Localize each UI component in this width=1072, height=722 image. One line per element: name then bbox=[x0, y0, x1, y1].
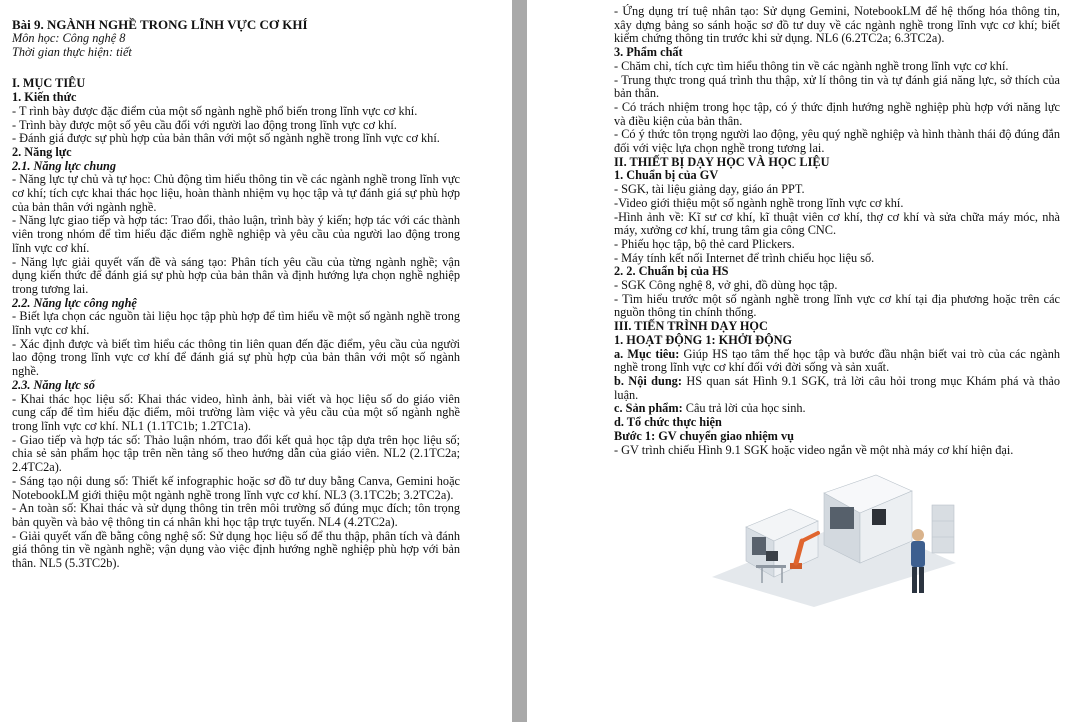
heading-knowledge: 1. Kiến thức bbox=[12, 90, 77, 105]
paragraph: - SGK Công nghệ 8, vở ghi, đồ dùng học tập. bbox=[614, 278, 838, 293]
shelf-unit bbox=[932, 505, 954, 553]
page-right-content bbox=[614, 5, 1060, 615]
heading-teacher-prep: 1. Chuẩn bị của GV bbox=[614, 168, 719, 183]
page-left-content bbox=[12, 17, 460, 571]
paragraph: -Hình ảnh về: Kĩ sư cơ khí, kĩ thuật viên cơ khí, thợ cơ khí và sửa chữa máy móc, nhà máy, xưởng cơ khí, trung tâm gia công CNC. bbox=[614, 209, 1060, 238]
goal-label: a. Mục tiêu: bbox=[614, 346, 680, 361]
paragraph: - Ứng dụng trí tuệ nhân tạo: Sử dụng Gemini, NotebookLM để hệ thống hóa thông tin, xây dựng bảng so sánh hoặc sơ đồ tư duy về các ngành nghề trong lĩnh vực cơ khí; biết kiểm chứng thông tin trước khi sử dụng. NL6 (6.2TC2a; 6.3TC2a). bbox=[614, 4, 1060, 46]
paragraph: - Trình bày được một số yêu cầu đối với người lao động trong lĩnh vực cơ khí. bbox=[12, 117, 397, 132]
lesson-title: Bài 9. NGÀNH NGHỀ TRONG LĨNH VỰC CƠ KHÍ bbox=[12, 17, 308, 32]
paragraph-content bbox=[614, 375, 1060, 402]
heading-competence: 2. Năng lực bbox=[12, 144, 72, 159]
paragraph-product bbox=[614, 402, 1060, 416]
paragraph: - Có ý thức tôn trọng người lao động, yêu quý nghề nghiệp và hình thành thái độ đúng đắn đối với việc lựa chọn nghề trong tương lai. bbox=[614, 127, 1060, 156]
heading-step-1: Bước 1: GV chuyển giao nhiệm vụ bbox=[614, 428, 794, 443]
paragraph: - Chăm chỉ, tích cực tìm hiểu thông tin về các ngành nghề trong lĩnh vực cơ khí. bbox=[614, 58, 1009, 73]
heading-digital-competence: 2.3. Năng lực số bbox=[12, 377, 95, 392]
paragraph: - Có trách nhiệm trong học tập, có ý thức định hướng nghề nghiệp phù hợp với năng lực và điều kiện của bản thân. bbox=[614, 99, 1060, 128]
paragraph: - Phiếu học tập, bộ thẻ card Plickers. bbox=[614, 236, 795, 251]
paragraph: - Giao tiếp và hợp tác số: Thảo luận nhóm, trao đổi kết quả học tập dựa trên học liệu số; chia sẻ sản phẩm học tập trên nền tảng số theo hướng dẫn của giáo viên. NL2 (2.1TC2a; 2.4TC2a). bbox=[12, 432, 460, 475]
heading-objectives: I. MỤC TIÊU bbox=[12, 76, 86, 91]
document-page-right bbox=[527, 0, 1072, 722]
paragraph: - SGK, tài liệu giảng dạy, giáo án PPT. bbox=[614, 182, 805, 197]
paragraph: - Xác định được và biết tìm hiểu các thông tin liên quan đến đặc điểm, yêu cầu của người lao động trong lĩnh vực cơ khí để đánh giá sự phù hợp của bản thân với một số ngành nghề. bbox=[12, 336, 460, 379]
product-text: Câu trả lời của học sinh. bbox=[682, 401, 806, 416]
content-text: HS quan sát Hình 9.1 SGK, trả lời câu hỏi trong mục Khám phá và thảo luận. bbox=[614, 373, 1060, 402]
heading-student-prep: 2. 2. Chuẩn bị của HS bbox=[614, 264, 729, 279]
paragraph: - Biết lựa chọn các nguồn tài liệu học tập phù hợp để tìm hiểu về một số ngành nghề trong lĩnh vực cơ khí. bbox=[12, 309, 460, 338]
paragraph: - GV trình chiếu Hình 9.1 SGK hoặc video ngắn về một nhà máy cơ khí hiện đại. bbox=[614, 442, 1014, 457]
worker-figure bbox=[911, 529, 925, 593]
paragraph: - T rình bày được đặc điểm của một số ngành nghề phổ biến trong lĩnh vực cơ khí. bbox=[12, 103, 418, 118]
heading-equipment: II. THIẾT BỊ DẠY HỌC VÀ HỌC LIỆU bbox=[614, 154, 830, 169]
heading-activity-1: 1. HOẠT ĐỘNG 1: KHỞI ĐỘNG bbox=[614, 332, 793, 347]
paragraph: - Máy tính kết nối Internet để trình chiếu học liệu số. bbox=[614, 250, 875, 265]
heading-technology-competence: 2.2. Năng lực công nghệ bbox=[12, 295, 137, 310]
content-label: b. Nội dung: bbox=[614, 373, 682, 388]
heading-qualities: 3. Phẩm chất bbox=[614, 45, 683, 60]
paragraph: - Năng lực giao tiếp và hợp tác: Trao đổi, thảo luận, trình bày ý kiến; hợp tác với các thành viên trong nhóm để tìm hiểu đặc điểm nghề nghiệp và yêu cầu của người lao động trong lĩnh vực cơ khí. bbox=[12, 213, 460, 255]
heading-general-competence: 2.1. Năng lực chung bbox=[12, 158, 117, 173]
subject-line: Môn học: Công nghệ 8 bbox=[12, 31, 126, 45]
document-page-left bbox=[0, 0, 512, 722]
heading-organization: d. Tổ chức thực hiện bbox=[614, 415, 722, 430]
factory-illustration bbox=[706, 465, 962, 611]
paragraph: - Sáng tạo nội dung số: Thiết kế infographic hoặc sơ đồ tư duy bằng Canva, Gemini hoặc NotebookLM giới thiệu một ngành nghề trong lĩnh vực cơ khí. NL3 (3.1TC2b; 3.2TC2a). bbox=[12, 473, 460, 502]
paragraph: - Năng lực tự chủ và tự học: Chủ động tìm hiểu thông tin về các ngành nghề trong lĩnh vực cơ khí; tích cực khai thác học liệu, hoàn thành nhiệm vụ học tập và tự đánh giá sự phù hợp của bản thân với ngành nghề. bbox=[12, 172, 460, 214]
heading-process: III. TIẾN TRÌNH DẠY HỌC bbox=[614, 319, 768, 334]
paragraph: - An toàn số: Khai thác và sử dụng thông tin trên môi trường số đúng mục đích; tôn trọng bản quyền và bảo vệ thông tin cá nhân khi học tập trực tuyến. NL4 (4.2TC2a). bbox=[12, 501, 460, 529]
paragraph: - Giải quyết vấn đề bằng công nghệ số: Sử dụng học liệu số để thu thập, phân tích và đánh giá thông tin về ngành nghề; vận dụng vào việc định hướng nghề nghiệp phù hợp với bản thân. NL5 (5.3TC2b). bbox=[12, 528, 460, 571]
paragraph-goal bbox=[614, 348, 1060, 375]
product-label: c. Sản phẩm: bbox=[614, 401, 683, 416]
duration-line: Thời gian thực hiện: tiết bbox=[12, 44, 132, 59]
paragraph: -Video giới thiệu một số ngành nghề trong lĩnh vực cơ khí. bbox=[614, 195, 904, 210]
paragraph: - Khai thác học liệu số: Khai thác video, hình ảnh, bài viết và học liệu số do giáo viên cung cấp để tìm hiểu đặc điểm, môi trường làm việc và yêu cầu của một số ngành nghề trong lĩnh vực cơ khí. NL1 (1.1TC1b; 1.2TC1a). bbox=[12, 391, 460, 433]
paragraph: - Năng lực giải quyết vấn đề và sáng tạo: Phân tích yêu cầu của từng ngành nghề; vận dụng kiến thức để đánh giá sự phù hợp của bản thân và định hướng lựa chọn nghề nghiệp trong tương lai. bbox=[12, 254, 460, 296]
goal-text: Giúp HS tạo tâm thế học tập và bước đầu nhận biết vai trò của các ngành nghề trong lĩnh vực cơ khí đối với đời sống và sản xuất. bbox=[614, 346, 1060, 375]
paragraph: - Trung thực trong quá trình thu thập, xử lí thông tin và tự đánh giá năng lực, sở thích của bản thân. bbox=[614, 72, 1060, 101]
paragraph: - Tìm hiểu trước một số ngành nghề trong lĩnh vực cơ khí tại địa phương hoặc trên các nguồn thông tin chính thống. bbox=[614, 291, 1060, 320]
paragraph: - Đánh giá được sự phù hợp của bản thân với một số ngành nghề trong lĩnh vực cơ khí. bbox=[12, 131, 440, 146]
